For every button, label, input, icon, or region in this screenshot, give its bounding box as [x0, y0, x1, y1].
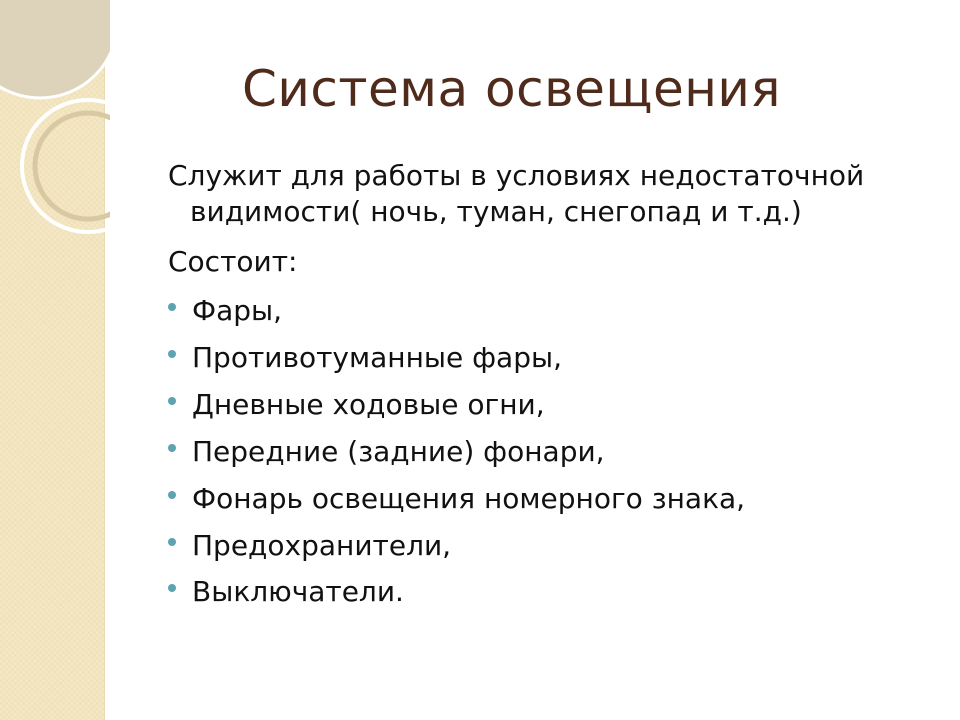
bullet-icon	[168, 350, 176, 358]
list-item-text: Выключатели.	[192, 575, 404, 609]
list-item-text: Противотуманные фары,	[192, 341, 562, 375]
list-item-text: Предохранители,	[192, 528, 452, 562]
top-disc	[0, 0, 110, 98]
list-item-text: Фонарь освещения номерного знака,	[192, 481, 746, 515]
list-item-text: Дневные ходовые огни,	[192, 388, 545, 422]
component-list	[168, 293, 938, 610]
list-item	[168, 293, 938, 329]
bullet-icon	[168, 303, 176, 311]
bullet-icon	[168, 491, 176, 499]
list-item-text: Фары,	[192, 294, 283, 328]
list-item	[168, 340, 938, 376]
slide-title: Система освещения	[242, 60, 781, 118]
list-item	[168, 387, 938, 423]
bullet-icon	[168, 538, 176, 546]
bullet-icon	[168, 444, 176, 452]
slide-body	[168, 158, 938, 621]
intro-paragraph: Служит для работы в условиях недостаточной видимости( ночь, туман, снегопад и т.д.)	[168, 159, 865, 228]
ring-inner	[35, 113, 110, 219]
list-item	[168, 574, 938, 610]
consists-label: Состоит:	[168, 244, 298, 278]
bullet-icon	[168, 584, 176, 592]
list-item	[168, 528, 938, 564]
list-item-text: Передние (задние) фонари,	[192, 434, 605, 468]
bullet-icon	[168, 397, 176, 405]
list-item	[168, 434, 938, 470]
decorative-rings	[0, 0, 110, 240]
list-item	[168, 481, 938, 517]
